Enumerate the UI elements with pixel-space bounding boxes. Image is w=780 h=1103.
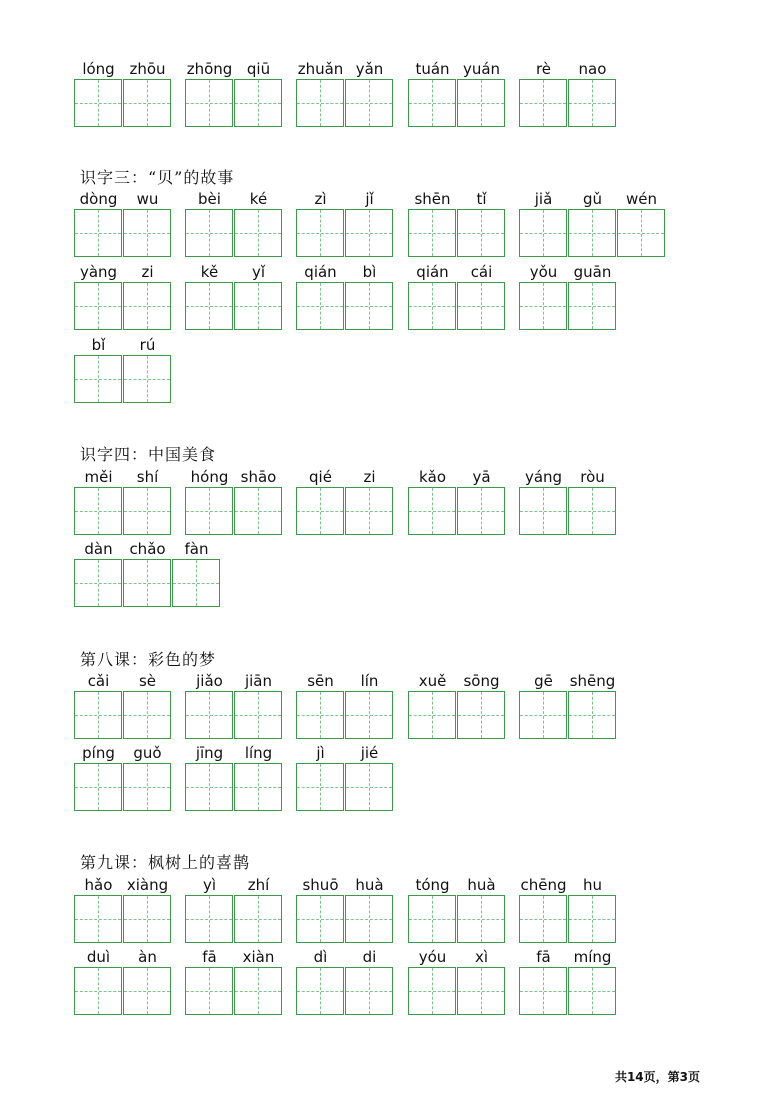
pinyin-label: shāo [240,468,277,486]
writing-grid-cell[interactable] [345,209,393,257]
pinyin-label: di [362,948,377,966]
writing-grid-cell[interactable] [568,967,616,1015]
word-group [74,875,172,945]
pinyin-label: hóng [190,468,229,486]
writing-grid-cell[interactable] [74,282,122,330]
pinyin-label: fā [202,948,217,966]
pinyin-label: bǐ [91,336,106,354]
pinyin-label: gǔ [582,190,603,208]
pinyin-label: fā [536,948,551,966]
writing-grid-cell[interactable] [568,209,616,257]
writing-grid-cell[interactable] [457,691,505,739]
word-group [519,262,617,332]
word-group [185,875,283,945]
writing-grid-cell[interactable] [296,967,344,1015]
pinyin-label: rú [139,336,156,354]
writing-grid-cell[interactable] [408,282,456,330]
writing-grid-cell[interactable] [345,282,393,330]
pinyin-label: qián [304,263,337,281]
writing-grid-cell[interactable] [123,209,171,257]
writing-grid-cell[interactable] [345,967,393,1015]
word-group [296,262,394,332]
pinyin-label: dàn [84,540,113,558]
word-group [408,467,506,537]
writing-grid-cell[interactable] [234,895,282,943]
word-group [74,59,172,129]
pinyin-label: cǎi [87,672,110,690]
pinyin-label: yáng [524,468,563,486]
pinyin-label: qié [309,468,332,486]
word-group [408,671,506,741]
writing-grid-cell[interactable] [345,79,393,127]
writing-grid-cell[interactable] [234,967,282,1015]
section-title: 识字四：中国美食 [80,445,217,464]
writing-grid-cell[interactable] [296,487,344,535]
pinyin-label: lín [360,672,379,690]
writing-grid-cell[interactable] [74,209,122,257]
writing-grid-cell[interactable] [74,895,122,943]
writing-grid-cell[interactable] [457,79,505,127]
pinyin-label: jiān [244,672,273,690]
writing-grid-cell[interactable] [185,763,233,811]
pinyin-label: chēng [520,876,567,894]
pinyin-label: kǎo [418,468,447,486]
writing-grid-cell[interactable] [185,79,233,127]
pinyin-label: zhí [247,876,270,894]
pinyin-label: ròu [580,468,605,486]
pinyin-label: qián [416,263,449,281]
writing-grid-cell[interactable] [185,209,233,257]
word-group [74,671,172,741]
writing-grid-cell[interactable] [568,79,616,127]
section-title: 识字三：“贝”的故事 [80,168,235,187]
word-group [185,59,283,129]
word-group [296,947,394,1017]
pinyin-label: nao [578,60,607,78]
writing-grid-cell[interactable] [123,895,171,943]
word-group [296,875,394,945]
pinyin-label: tǐ [476,190,487,208]
writing-grid-cell[interactable] [519,282,567,330]
writing-grid-cell[interactable] [345,487,393,535]
writing-grid-cell[interactable] [519,967,567,1015]
pinyin-label: kě [200,263,219,281]
writing-grid-cell[interactable] [568,691,616,739]
writing-grid-cell[interactable] [519,691,567,739]
word-group [185,947,283,1017]
writing-grid-cell[interactable] [296,79,344,127]
writing-grid-cell[interactable] [185,487,233,535]
word-group [185,262,283,332]
pinyin-label: xiàng [126,876,169,894]
pinyin-label: bì [362,263,377,281]
writing-grid-cell[interactable] [74,763,122,811]
writing-grid-cell[interactable] [296,209,344,257]
word-group [296,189,394,259]
word-group [74,539,221,609]
writing-grid-cell[interactable] [345,763,393,811]
writing-grid-cell[interactable] [568,282,616,330]
writing-grid-cell[interactable] [74,559,122,607]
pinyin-label: líng [244,744,273,762]
pinyin-label: sōng [463,672,500,690]
word-group [74,189,172,259]
writing-grid-cell[interactable] [123,967,171,1015]
pinyin-label: jì [316,744,325,762]
writing-grid-cell[interactable] [457,209,505,257]
pinyin-label: zhōng [186,60,233,78]
writing-grid-cell[interactable] [296,282,344,330]
writing-grid-cell[interactable] [519,209,567,257]
pinyin-label: bèi [198,190,221,208]
pinyin-label: lóng [82,60,115,78]
word-group [519,671,617,741]
pinyin-label: wu [136,190,159,208]
pinyin-label: guān [573,263,612,281]
pinyin-label: tuán [415,60,450,78]
pinyin-label: yǒu [529,263,558,281]
word-group [74,262,172,332]
pinyin-label: sè [138,672,157,690]
writing-grid-cell[interactable] [519,79,567,127]
pinyin-label: shēng [569,672,616,690]
pinyin-label: shí [136,468,159,486]
writing-grid-cell[interactable] [74,355,122,403]
writing-grid-cell[interactable] [408,79,456,127]
writing-grid-cell[interactable] [296,895,344,943]
pinyin-label: jiǎo [196,672,223,690]
pinyin-label: jié [360,744,379,762]
writing-grid-cell[interactable] [519,895,567,943]
word-group [74,467,172,537]
writing-grid-cell[interactable] [296,763,344,811]
word-group [519,59,617,129]
word-group [519,947,617,1017]
pinyin-label: gē [534,672,553,690]
pinyin-label: ké [249,190,268,208]
writing-grid-cell[interactable] [74,967,122,1015]
pinyin-label: xiàn [242,948,275,966]
writing-grid-cell[interactable] [408,691,456,739]
writing-grid-cell[interactable] [519,487,567,535]
writing-grid-cell[interactable] [568,487,616,535]
word-group [408,875,506,945]
word-group [408,59,506,129]
writing-grid-cell[interactable] [408,209,456,257]
writing-grid-cell[interactable] [123,487,171,535]
writing-grid-cell[interactable] [172,559,220,607]
writing-grid-cell[interactable] [345,691,393,739]
writing-grid-cell[interactable] [345,895,393,943]
writing-grid-cell[interactable] [296,691,344,739]
pinyin-label: qiū [246,60,271,78]
section-title: 第九课：枫树上的喜鹊 [80,853,251,872]
writing-grid-cell[interactable] [234,487,282,535]
pinyin-label: zi [141,263,154,281]
pinyin-label: yǎn [355,60,384,78]
writing-grid-cell[interactable] [457,967,505,1015]
pinyin-label: wén [625,190,657,208]
section-title: 第八课：彩色的梦 [80,650,217,669]
writing-grid-cell[interactable] [123,282,171,330]
pinyin-label: zì [314,190,327,208]
pinyin-label: hǎo [84,876,113,894]
word-group [408,262,506,332]
word-group [74,947,172,1017]
writing-grid-cell[interactable] [123,691,171,739]
page-footer: 共14页，第3页 [614,1070,700,1084]
pinyin-label: jīng [195,744,224,762]
word-group [296,59,394,129]
writing-grid-cell[interactable] [234,209,282,257]
writing-grid-cell[interactable] [234,691,282,739]
writing-grid-cell[interactable] [408,967,456,1015]
pinyin-label: zi [363,468,376,486]
writing-grid-cell[interactable] [408,487,456,535]
pinyin-label: shēn [414,190,451,208]
pinyin-label: měi [84,468,113,486]
pinyin-label: míng [573,948,612,966]
pinyin-label: xuě [418,672,447,690]
writing-grid-cell[interactable] [123,763,171,811]
word-group [185,467,283,537]
pinyin-label: àn [138,948,157,966]
pinyin-label: xì [474,948,489,966]
pinyin-label: yóu [418,948,447,966]
writing-grid-cell[interactable] [185,691,233,739]
word-group [408,947,506,1017]
writing-grid-cell[interactable] [408,895,456,943]
writing-grid-cell[interactable] [185,282,233,330]
writing-grid-cell[interactable] [457,487,505,535]
pinyin-label: duì [86,948,111,966]
pinyin-label: sēn [307,672,334,690]
pinyin-label: shuō [302,876,339,894]
pinyin-label: dòng [79,190,118,208]
pinyin-label: yì [202,876,217,894]
word-group [185,671,283,741]
word-group [74,743,172,813]
pinyin-label: huà [355,876,384,894]
pinyin-label: fàn [184,540,209,558]
pinyin-label: cái [470,263,493,281]
writing-grid-cell[interactable] [568,895,616,943]
word-group [519,467,617,537]
writing-grid-cell[interactable] [74,691,122,739]
writing-grid-cell[interactable] [234,79,282,127]
word-group [519,189,666,259]
word-group [408,189,506,259]
writing-grid-cell[interactable] [185,895,233,943]
word-group [519,875,617,945]
writing-grid-cell[interactable] [185,967,233,1015]
pinyin-label: yǐ [251,263,266,281]
writing-grid-cell[interactable] [123,79,171,127]
pinyin-label: jiǎ [534,190,553,208]
writing-grid-cell[interactable] [123,355,171,403]
writing-grid-cell[interactable] [617,209,665,257]
writing-grid-cell[interactable] [457,895,505,943]
writing-grid-cell[interactable] [234,282,282,330]
pinyin-label: hu [582,876,602,894]
writing-grid-cell[interactable] [74,79,122,127]
word-group [296,671,394,741]
pinyin-label: yuán [462,60,501,78]
word-group [74,335,172,405]
word-group [296,467,394,537]
pinyin-label: zhuǎn [297,60,344,78]
pinyin-label: chǎo [129,540,166,558]
pinyin-label: yàng [79,263,118,281]
writing-grid-cell[interactable] [123,559,171,607]
pinyin-label: yā [472,468,491,486]
pinyin-label: jǐ [365,190,374,208]
word-group [185,743,283,813]
word-group [296,743,394,813]
pinyin-label: guǒ [133,744,162,762]
writing-grid-cell[interactable] [234,763,282,811]
pinyin-label: zhōu [129,60,166,78]
pinyin-label: tóng [415,876,450,894]
pinyin-label: píng [82,744,115,762]
pinyin-label: rè [535,60,552,78]
pinyin-label: dì [313,948,328,966]
writing-grid-cell[interactable] [74,487,122,535]
writing-grid-cell[interactable] [457,282,505,330]
word-group [185,189,283,259]
pinyin-label: huà [467,876,496,894]
